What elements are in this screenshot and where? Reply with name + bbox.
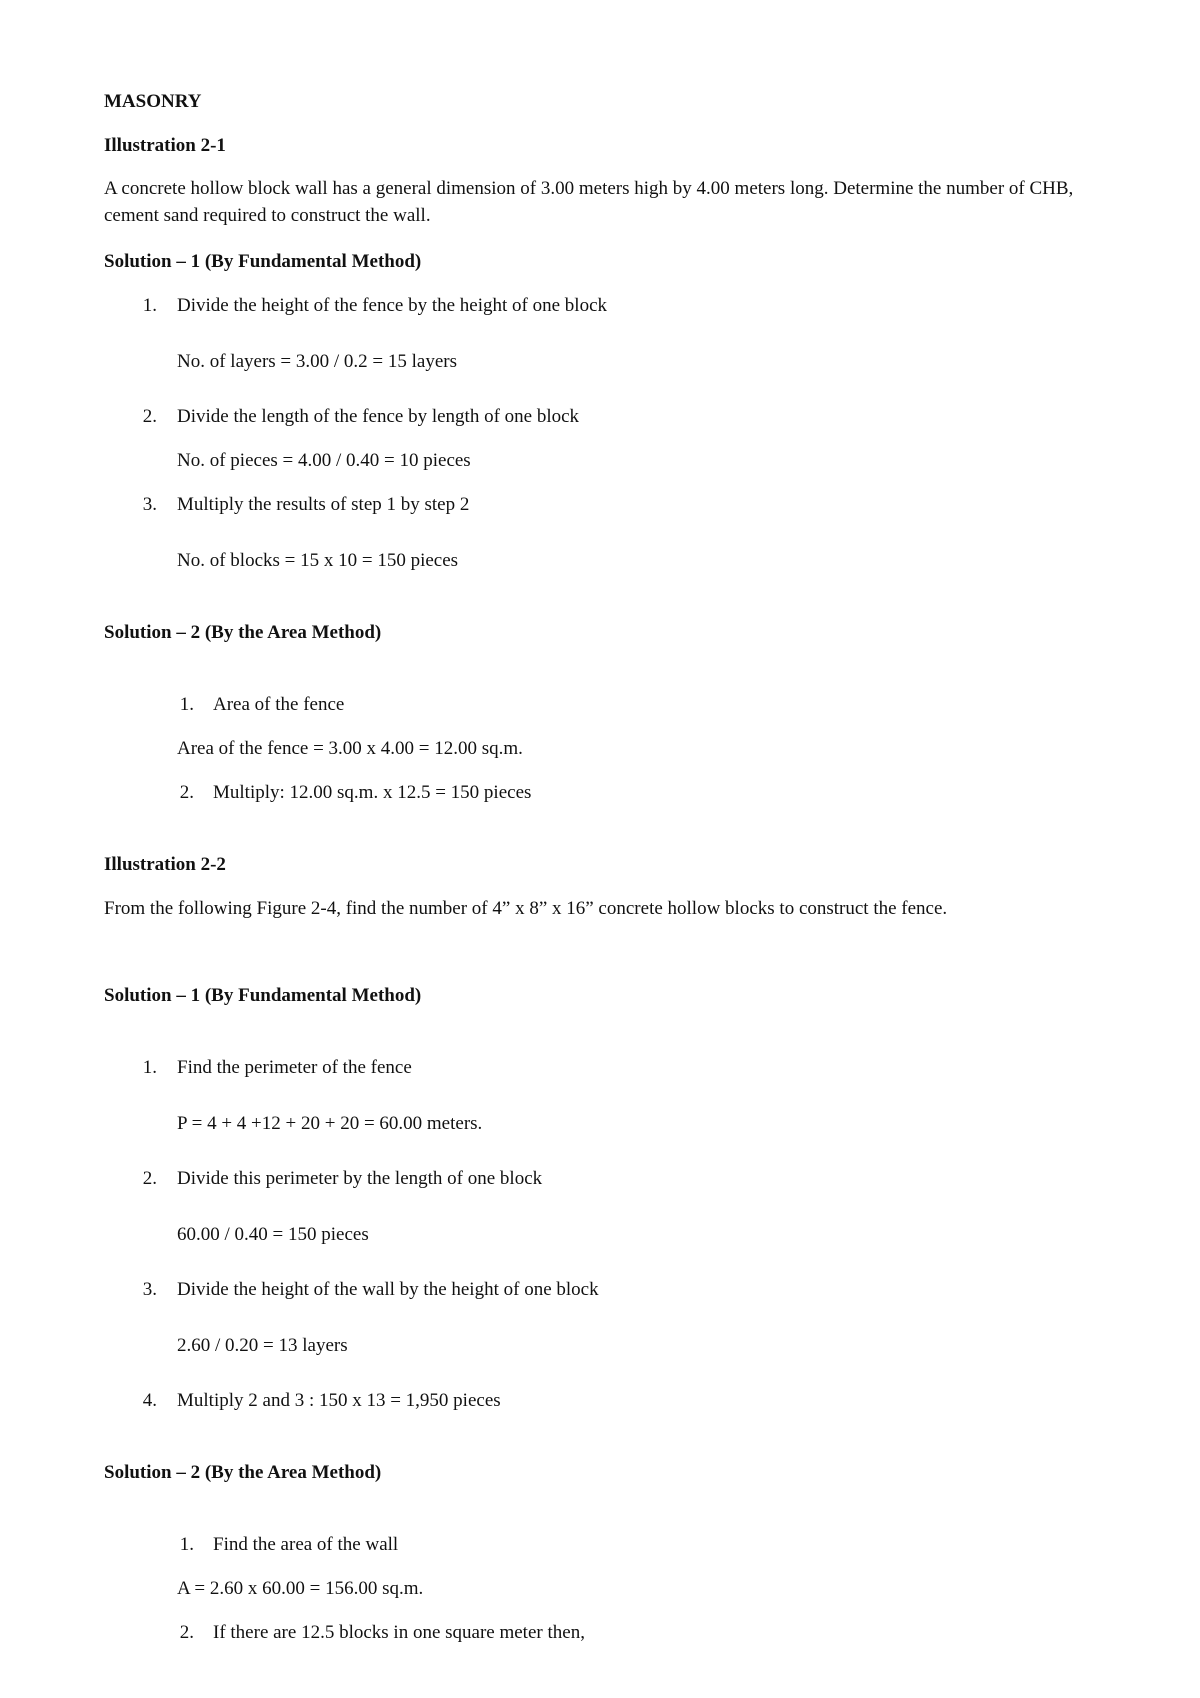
step-text: Multiply: 12.00 sq.m. x 12.5 = 150 pieces (213, 782, 532, 803)
step-number: 3. (142, 1279, 157, 1300)
step-text: Divide the height of the fence by the height of one block (177, 295, 608, 316)
step-result: 60.00 / 0.40 = 150 pieces (177, 1224, 369, 1245)
ill2-solution1-title: Solution – 1 (By Fundamental Method) (104, 985, 422, 1006)
step-text: If there are 12.5 blocks in one square meter then, (213, 1622, 585, 1643)
step-text: Divide this perimeter by the length of one block (177, 1168, 543, 1189)
illustration-2-1-problem: A concrete hollow block wall has a general dimension of 3.00 meters high by 4.00 meters long. Determine the number of CHB, cement sand required to construct the wall. (104, 178, 1074, 226)
step-number: 4. (142, 1390, 157, 1411)
step-result: No. of layers = 3.00 / 0.2 = 15 layers (177, 351, 457, 372)
step-number: 3. (142, 494, 157, 515)
step-number: 2. (142, 1168, 157, 1189)
ill1-solution2-title: Solution – 2 (By the Area Method) (104, 622, 382, 643)
step-number: 1. (142, 1057, 157, 1078)
step-text: Multiply 2 and 3 : 150 x 13 = 1,950 pieces (177, 1390, 501, 1411)
illustration-2-2-problem: From the following Figure 2-4, find the number of 4” x 8” x 16” concrete hollow blocks to construct the fence. (104, 898, 948, 919)
step-result: No. of pieces = 4.00 / 0.40 = 10 pieces (177, 450, 471, 471)
step-result: P = 4 + 4 +12 + 20 + 20 = 60.00 meters. (177, 1113, 483, 1134)
step-number: 1. (179, 694, 194, 715)
step-result: 2.60 / 0.20 = 13 layers (177, 1335, 348, 1356)
step-text: Area of the fence (213, 694, 345, 715)
step-text: Find the perimeter of the fence (177, 1057, 412, 1078)
ill1-solution1-title: Solution – 1 (By Fundamental Method) (104, 251, 422, 272)
step-number: 2. (142, 406, 157, 427)
page-heading: MASONRY (104, 91, 202, 112)
illustration-2-2-title: Illustration 2-2 (104, 854, 226, 875)
step-text: Find the area of the wall (213, 1534, 399, 1555)
ill2-solution2-title: Solution – 2 (By the Area Method) (104, 1462, 382, 1483)
illustration-2-1-title: Illustration 2-1 (104, 135, 226, 156)
step-text: Multiply the results of step 1 by step 2 (177, 494, 470, 515)
step-text: Divide the height of the wall by the height of one block (177, 1279, 599, 1300)
step-number: 2. (179, 1622, 194, 1643)
step-number: 2. (179, 782, 194, 803)
step-text: Divide the length of the fence by length of one block (177, 406, 580, 427)
step-result: A = 2.60 x 60.00 = 156.00 sq.m. (177, 1578, 424, 1599)
step-result: Area of the fence = 3.00 x 4.00 = 12.00 sq.m. (177, 738, 523, 759)
step-number: 1. (179, 1534, 194, 1555)
step-result: No. of blocks = 15 x 10 = 150 pieces (177, 550, 459, 571)
step-number: 1. (142, 295, 157, 316)
